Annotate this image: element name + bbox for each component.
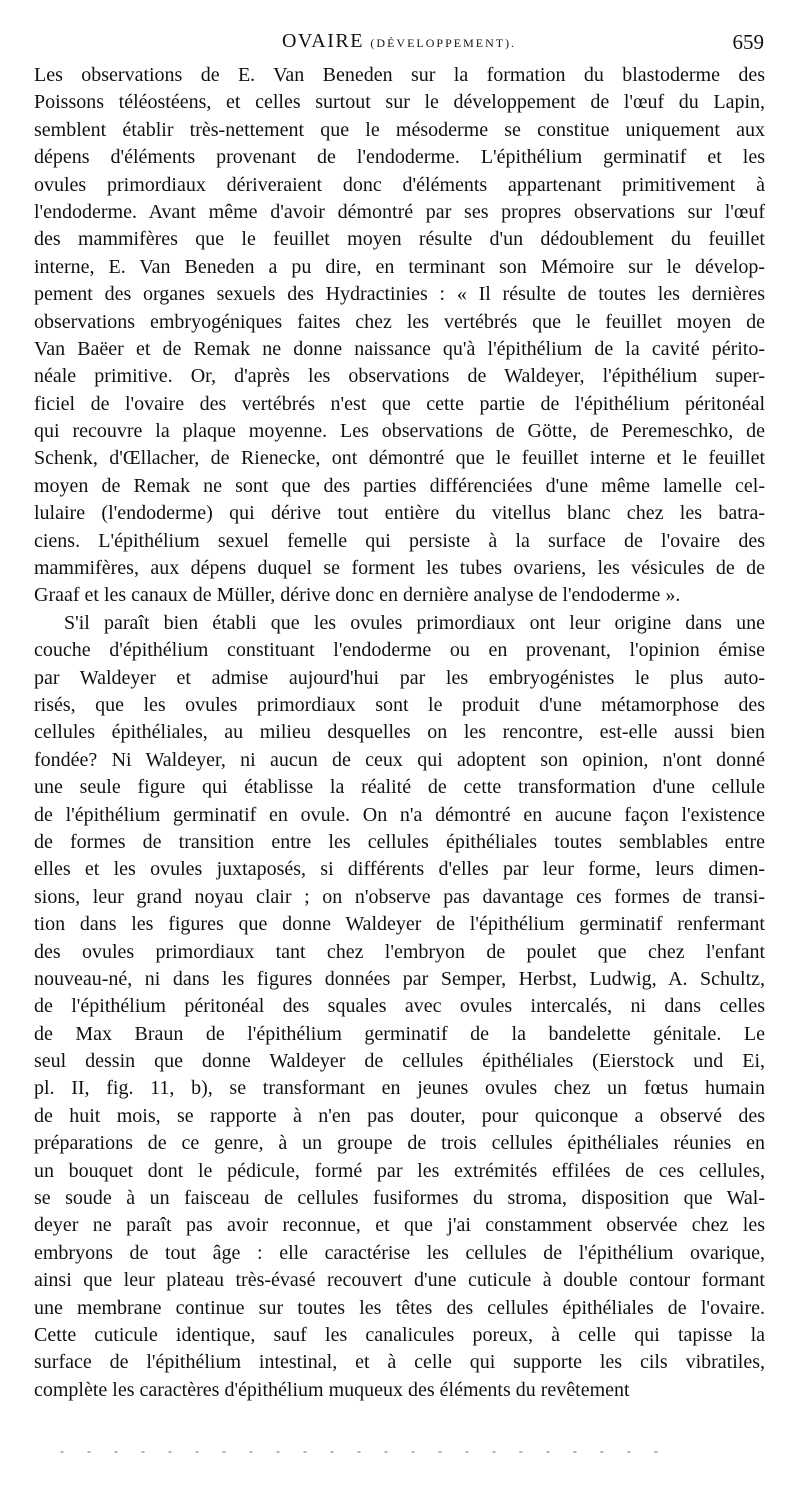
- running-title-main: OVAIRE: [281, 30, 364, 52]
- text-line: embryons de tout âge : elle caractérise les cellules de l'épithélium ovarique,: [34, 1241, 765, 1264]
- text-line: pl. II, fig. 11, b), se transformant en jeunes ovules chez un fœtus humain: [34, 1077, 765, 1100]
- text-line: elles et les ovules juxtaposés, si différents d'elles par leur forme, leurs dimen-: [34, 858, 765, 881]
- text-line: de formes de transition entre les cellules épithéliales toutes semblables entre: [34, 830, 765, 853]
- text-line: des ovules primordiaux tant chez l'embryon de poulet que chez l'enfant: [34, 940, 765, 963]
- text-line: Cette cuticule identique, sauf les canalicules poreux, à celle qui tapisse la: [34, 1323, 765, 1346]
- text-line: des mammifères que le feuillet moyen résulte d'un dédoublement du feuillet: [34, 228, 765, 251]
- running-title: [34, 30, 764, 53]
- text-line: tion dans les figures que donne Waldeyer de l'épithélium germinatif renfermant: [34, 913, 765, 936]
- text-line: de huit mois, se rapporte à n'en pas douter, pour quiconque a observé des: [34, 1104, 765, 1127]
- text-line: complète les caractères d'épithélium muqueux des éléments du revêtement: [34, 1378, 630, 1401]
- text-line: préparations de ce genre, à un groupe de trois cellules épithéliales réunies en: [34, 1132, 765, 1155]
- text-line: risés, que les ovules primordiaux sont le produit d'une métamorphose des: [34, 693, 765, 716]
- text-line: dépens d'éléments provenant de l'endoderme. L'épithélium germinatif et les: [34, 146, 765, 169]
- text-line: une seule figure qui établisse la réalité de cette transformation d'une cellule: [34, 776, 765, 799]
- text-line: Les observations de E. Van Beneden sur la formation du blastoderme des: [34, 64, 765, 86]
- text-line: néale primitive. Or, d'après les observations de Waldeyer, l'épithélium super-: [34, 365, 765, 388]
- text-line: Schenk, d'Œllacher, de Rienecke, ont démontré que le feuillet interne et le feuillet: [34, 447, 765, 470]
- text-line: se soude à un faisceau de cellules fusiformes du stroma, disposition que Wal-: [34, 1187, 765, 1210]
- text-line: ficiel de l'ovaire des vertébrés n'est que cette partie de l'épithélium péritonéal: [34, 392, 765, 415]
- text-line: observations embryogéniques faites chez les vertébrés que le feuillet moyen de: [34, 310, 765, 333]
- text-line: de l'épithélium péritonéal des squales avec ovules intercalés, ni dans celles: [34, 995, 765, 1018]
- text-line: semblent établir très-nettement que le mésoderme se constitue uniquement aux: [34, 118, 765, 141]
- text-line: fondée? Ni Waldeyer, ni aucun de ceux qui adoptent son opinion, n'ont donné: [34, 748, 765, 771]
- text-line: cellules épithéliales, au milieu desquelles on les rencontre, est-elle aussi bien: [34, 721, 765, 744]
- text-line: sions, leur grand noyau clair ; on n'observe pas davantage ces formes de transi-: [34, 885, 765, 908]
- text-line: ovules primordiaux dériveraient donc d'éléments appartenant primitivement à: [34, 173, 765, 196]
- text-line: interne, E. Van Beneden a pu dire, en terminant son Mémoire sur le dévelop-: [34, 255, 765, 278]
- text-line: ciens. L'épithélium sexuel femelle qui persiste à la surface de l'ovaire des: [34, 529, 765, 552]
- text-line: de Max Braun de l'épithélium germinatif de la bandelette génitale. Le: [34, 1022, 765, 1045]
- text-line: lulaire (l'endoderme) qui dérive tout entière du vitellus blanc chez les batra-: [34, 502, 765, 525]
- text-line: seul dessin que donne Waldeyer de cellules épithéliales (Eierstock und Ei,: [34, 1050, 765, 1073]
- body-text: [34, 62, 765, 1404]
- text-line: S'il paraît bien établi que les ovules primordiaux ont leur origine dans une: [64, 611, 765, 634]
- page-number: 659: [732, 30, 764, 54]
- text-line: qui recouvre la plaque moyenne. Les observations de Götte, de Peremeschko, de: [34, 420, 765, 443]
- running-title-subtitle: (DÉVELOPPEMENT).: [370, 36, 517, 50]
- text-line: une membrane continue sur toutes les têtes des cellules épithéliales de l'ovaire.: [34, 1296, 765, 1319]
- text-line: ainsi que leur plateau très-évasé recouvert d'une cuticule à double contour formant: [34, 1269, 765, 1292]
- text-line: l'endoderme. Avant même d'avoir démontré par ses propres observations sur l'œuf: [34, 200, 765, 223]
- text-line: nouveau-né, ni dans les figures données par Semper, Herbst, Ludwig, A. Schultz,: [34, 967, 765, 990]
- text-line: surface de l'épithélium intestinal, et à celle qui supporte les cils vibratiles,: [34, 1351, 765, 1374]
- text-line: Graaf et les canaux de Müller, dérive donc en dernière analyse de l'endoderme ».: [34, 584, 681, 607]
- footer-marks: - - - - - - - - - - - - - - - - - - - - - - -: [60, 1444, 668, 1458]
- text-line: par Waldeyer et admise aujourd'hui par les embryogénistes le plus auto-: [34, 666, 765, 689]
- text-line: moyen de Remak ne sont que des parties différenciées d'une même lamelle cel-: [34, 474, 765, 497]
- running-header: [34, 30, 764, 56]
- text-line: couche d'épithélium constituant l'endoderme ou en provenant, l'opinion émise: [34, 639, 765, 662]
- text-line: un bouquet dont le pédicule, formé par les extrémités effilées de ces cellules,: [34, 1159, 765, 1182]
- text-line: pement des organes sexuels des Hydractinies : « Il résulte de toutes les dernières: [34, 283, 765, 306]
- text-line: Van Baëer et de Remak ne donne naissance qu'à l'épithélium de la cavité périto-: [34, 337, 765, 360]
- text-line: mammifères, aux dépens duquel se forment les tubes ovariens, les vésicules de de: [34, 557, 765, 580]
- text-line: deyer ne paraît pas avoir reconnue, et que j'ai constamment observée chez les: [34, 1214, 765, 1237]
- text-line: Poissons téléostéens, et celles surtout sur le développement de l'œuf du Lapin,: [34, 91, 765, 114]
- text-line: de l'épithélium germinatif en ovule. On n'a démontré en aucune façon l'existence: [34, 803, 765, 826]
